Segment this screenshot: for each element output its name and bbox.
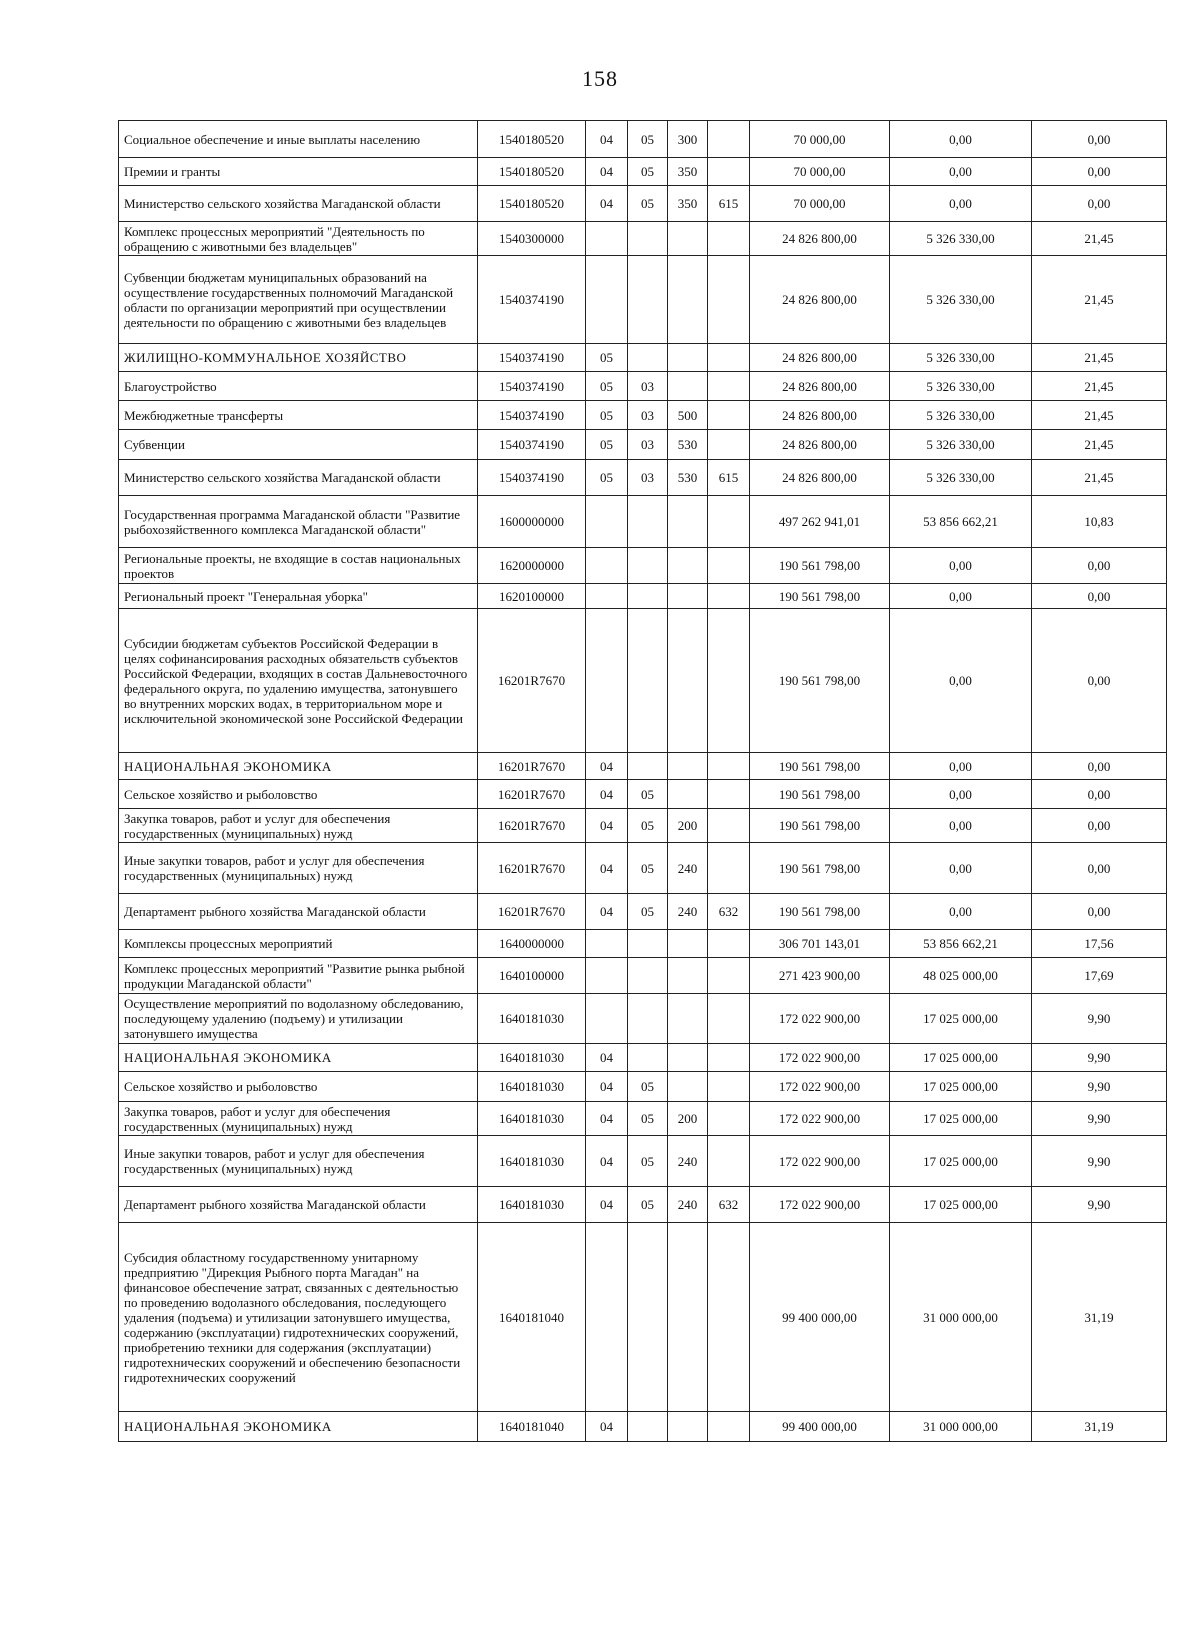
- row-target-code: 16201R7670: [478, 780, 586, 809]
- row-section: [586, 958, 628, 994]
- row-approved-amount: 190 561 798,00: [750, 843, 890, 894]
- row-section: 05: [586, 344, 628, 372]
- row-target-code: 1640181030: [478, 1072, 586, 1102]
- table-row: [119, 584, 1167, 609]
- row-expense-type: 240: [668, 1187, 708, 1223]
- row-expense-type: [668, 496, 708, 548]
- row-execution-percent: 9,90: [1032, 1102, 1167, 1136]
- row-administrator: [708, 430, 750, 460]
- row-approved-amount: 172 022 900,00: [750, 1136, 890, 1187]
- row-approved-amount: 172 022 900,00: [750, 1072, 890, 1102]
- row-subsection: 05: [628, 1187, 668, 1223]
- row-expense-type: [668, 609, 708, 753]
- row-expense-type: 240: [668, 843, 708, 894]
- row-section: 04: [586, 1136, 628, 1187]
- row-expense-type: 240: [668, 894, 708, 930]
- row-name: Региональные проекты, не входящие в состав национальных проектов: [119, 548, 478, 584]
- row-subsection: [628, 753, 668, 780]
- row-section: 04: [586, 843, 628, 894]
- table-row: [119, 1412, 1167, 1442]
- row-approved-amount: 24 826 800,00: [750, 430, 890, 460]
- row-expense-type: 240: [668, 1136, 708, 1187]
- row-target-code: 1540374190: [478, 460, 586, 496]
- row-execution-percent: 0,00: [1032, 548, 1167, 584]
- row-executed-amount: 0,00: [890, 843, 1032, 894]
- table-row: [119, 222, 1167, 256]
- row-subsection: [628, 994, 668, 1044]
- row-target-code: 1540374190: [478, 256, 586, 344]
- row-approved-amount: 24 826 800,00: [750, 222, 890, 256]
- row-approved-amount: 497 262 941,01: [750, 496, 890, 548]
- row-executed-amount: 53 856 662,21: [890, 496, 1032, 548]
- row-execution-percent: 0,00: [1032, 753, 1167, 780]
- row-subsection: [628, 584, 668, 609]
- row-target-code: 1640181030: [478, 1044, 586, 1072]
- row-target-code: 1640100000: [478, 958, 586, 994]
- row-target-code: 16201R7670: [478, 894, 586, 930]
- row-administrator: [708, 843, 750, 894]
- row-execution-percent: 31,19: [1032, 1223, 1167, 1412]
- row-expense-type: 530: [668, 460, 708, 496]
- row-executed-amount: 31 000 000,00: [890, 1412, 1032, 1442]
- page-number: 158: [582, 66, 618, 91]
- row-section: 04: [586, 894, 628, 930]
- row-section: [586, 222, 628, 256]
- row-expense-type: [668, 1223, 708, 1412]
- row-executed-amount: 0,00: [890, 121, 1032, 158]
- row-executed-amount: 17 025 000,00: [890, 994, 1032, 1044]
- row-subsection: 03: [628, 430, 668, 460]
- row-name: Иные закупки товаров, работ и услуг для обеспечения государственных (муниципальных) нужд: [119, 843, 478, 894]
- row-administrator: [708, 780, 750, 809]
- row-administrator: [708, 372, 750, 401]
- row-target-code: 1640181030: [478, 1102, 586, 1136]
- row-subsection: [628, 1412, 668, 1442]
- row-approved-amount: 306 701 143,01: [750, 930, 890, 958]
- row-executed-amount: 5 326 330,00: [890, 256, 1032, 344]
- row-subsection: 03: [628, 401, 668, 430]
- row-approved-amount: 99 400 000,00: [750, 1412, 890, 1442]
- row-subsection: [628, 222, 668, 256]
- row-target-code: 1540180520: [478, 186, 586, 222]
- table-row: [119, 843, 1167, 894]
- row-subsection: 05: [628, 843, 668, 894]
- row-subsection: [628, 609, 668, 753]
- row-section: 05: [586, 460, 628, 496]
- table-row: [119, 401, 1167, 430]
- row-subsection: [628, 496, 668, 548]
- row-execution-percent: 31,19: [1032, 1412, 1167, 1442]
- row-administrator: 615: [708, 460, 750, 496]
- row-name: Закупка товаров, работ и услуг для обеспечения государственных (муниципальных) нужд: [119, 1102, 478, 1136]
- row-execution-percent: 21,45: [1032, 372, 1167, 401]
- row-execution-percent: 10,83: [1032, 496, 1167, 548]
- row-subsection: 05: [628, 186, 668, 222]
- row-approved-amount: 24 826 800,00: [750, 460, 890, 496]
- row-executed-amount: 0,00: [890, 609, 1032, 753]
- row-administrator: [708, 994, 750, 1044]
- table-row: [119, 958, 1167, 994]
- row-subsection: 03: [628, 460, 668, 496]
- row-expense-type: [668, 1412, 708, 1442]
- row-administrator: [708, 548, 750, 584]
- row-administrator: [708, 958, 750, 994]
- row-name: Комплекс процессных мероприятий "Деятельность по обращению с животными без владельцев": [119, 222, 478, 256]
- row-name: Департамент рыбного хозяйства Магаданской области: [119, 1187, 478, 1223]
- table-row: [119, 753, 1167, 780]
- row-executed-amount: 5 326 330,00: [890, 372, 1032, 401]
- row-approved-amount: 190 561 798,00: [750, 894, 890, 930]
- row-name: Субсидии бюджетам субъектов Российской Федерации в целях софинансирования расходных обязательств субъектов Российской Федерации, входящих в состав Дальневосточного федерального округа, по удалению имущества, затонувшего во внутренних морских водах, в территориальном море и исключительной экономической зоне Российской Федерации: [119, 609, 478, 753]
- row-approved-amount: 172 022 900,00: [750, 1187, 890, 1223]
- row-subsection: 05: [628, 1136, 668, 1187]
- table-row: [119, 460, 1167, 496]
- row-subsection: [628, 256, 668, 344]
- row-name: Департамент рыбного хозяйства Магаданской области: [119, 894, 478, 930]
- row-expense-type: [668, 1044, 708, 1072]
- row-approved-amount: 190 561 798,00: [750, 780, 890, 809]
- table-row: [119, 256, 1167, 344]
- row-executed-amount: 5 326 330,00: [890, 401, 1032, 430]
- row-administrator: [708, 496, 750, 548]
- row-name: Сельское хозяйство и рыболовство: [119, 780, 478, 809]
- row-administrator: [708, 1136, 750, 1187]
- row-section: 04: [586, 1102, 628, 1136]
- row-section: 04: [586, 158, 628, 186]
- row-approved-amount: 24 826 800,00: [750, 256, 890, 344]
- row-executed-amount: 0,00: [890, 894, 1032, 930]
- row-administrator: [708, 158, 750, 186]
- table-row: [119, 430, 1167, 460]
- row-expense-type: [668, 930, 708, 958]
- row-expense-type: 500: [668, 401, 708, 430]
- row-administrator: [708, 809, 750, 843]
- row-administrator: [708, 121, 750, 158]
- row-section: 04: [586, 121, 628, 158]
- row-expense-type: [668, 584, 708, 609]
- row-name: Сельское хозяйство и рыболовство: [119, 1072, 478, 1102]
- row-expense-type: [668, 780, 708, 809]
- row-execution-percent: 9,90: [1032, 1072, 1167, 1102]
- row-target-code: 1620000000: [478, 548, 586, 584]
- row-name: Министерство сельского хозяйства Магаданской области: [119, 186, 478, 222]
- row-section: 05: [586, 430, 628, 460]
- budget-table: [118, 120, 1167, 1442]
- row-target-code: 1620100000: [478, 584, 586, 609]
- row-name: НАЦИОНАЛЬНАЯ ЭКОНОМИКА: [119, 1044, 478, 1072]
- row-approved-amount: 172 022 900,00: [750, 1044, 890, 1072]
- row-administrator: [708, 609, 750, 753]
- row-administrator: [708, 256, 750, 344]
- row-approved-amount: 190 561 798,00: [750, 753, 890, 780]
- row-administrator: 632: [708, 1187, 750, 1223]
- row-subsection: 05: [628, 158, 668, 186]
- row-approved-amount: 172 022 900,00: [750, 994, 890, 1044]
- row-expense-type: [668, 548, 708, 584]
- row-executed-amount: 31 000 000,00: [890, 1223, 1032, 1412]
- row-subsection: 05: [628, 780, 668, 809]
- row-section: [586, 548, 628, 584]
- row-administrator: [708, 1412, 750, 1442]
- row-expense-type: 350: [668, 186, 708, 222]
- row-target-code: 16201R7670: [478, 809, 586, 843]
- table-row: [119, 930, 1167, 958]
- row-subsection: 05: [628, 121, 668, 158]
- row-executed-amount: 0,00: [890, 158, 1032, 186]
- row-name: Субвенции бюджетам муниципальных образований на осуществление государственных полномочий Магаданской области по организации мероприятий при осуществлении деятельности по обращению с животными без владельцев: [119, 256, 478, 344]
- row-target-code: 1640181030: [478, 1136, 586, 1187]
- row-execution-percent: 21,45: [1032, 256, 1167, 344]
- row-executed-amount: 5 326 330,00: [890, 460, 1032, 496]
- row-administrator: [708, 1223, 750, 1412]
- row-name: ЖИЛИЩНО-КОММУНАЛЬНОЕ ХОЗЯЙСТВО: [119, 344, 478, 372]
- table-row: [119, 780, 1167, 809]
- row-execution-percent: 9,90: [1032, 994, 1167, 1044]
- row-approved-amount: 70 000,00: [750, 121, 890, 158]
- row-target-code: 1540180520: [478, 121, 586, 158]
- table-row: [119, 121, 1167, 158]
- row-subsection: [628, 344, 668, 372]
- table-row: [119, 894, 1167, 930]
- row-name: Социальное обеспечение и иные выплаты населению: [119, 121, 478, 158]
- table-row: [119, 158, 1167, 186]
- row-approved-amount: 70 000,00: [750, 186, 890, 222]
- table-row: [119, 496, 1167, 548]
- row-target-code: 1540300000: [478, 222, 586, 256]
- row-approved-amount: 190 561 798,00: [750, 609, 890, 753]
- row-executed-amount: 5 326 330,00: [890, 344, 1032, 372]
- row-execution-percent: 0,00: [1032, 609, 1167, 753]
- row-target-code: 1640181040: [478, 1223, 586, 1412]
- row-execution-percent: 21,45: [1032, 344, 1167, 372]
- row-administrator: 632: [708, 894, 750, 930]
- row-administrator: [708, 1072, 750, 1102]
- row-section: [586, 609, 628, 753]
- row-name: Региональный проект "Генеральная уборка": [119, 584, 478, 609]
- row-name: Субсидия областному государственному унитарному предприятию "Дирекция Рыбного порта Магадан" на финансовое обеспечение затрат, связанных с деятельностью по проведению водолазного обследования, последующего удаления (подъема) и утилизации затонувшего имущества, содержанию (эксплуатации) гидротехнических сооружений, приобретению техники для содержания (эксплуатации) гидротехнических сооружений и обеспечению безопасности гидротехнических сооружений: [119, 1223, 478, 1412]
- row-target-code: 16201R7670: [478, 609, 586, 753]
- row-subsection: 05: [628, 809, 668, 843]
- row-executed-amount: 0,00: [890, 548, 1032, 584]
- row-execution-percent: 21,45: [1032, 222, 1167, 256]
- row-administrator: 615: [708, 186, 750, 222]
- row-administrator: [708, 401, 750, 430]
- row-expense-type: [668, 753, 708, 780]
- row-target-code: 1640181040: [478, 1412, 586, 1442]
- row-administrator: [708, 344, 750, 372]
- table-row: [119, 344, 1167, 372]
- row-name: Благоустройство: [119, 372, 478, 401]
- row-section: 04: [586, 1044, 628, 1072]
- row-administrator: [708, 1102, 750, 1136]
- table-row: [119, 548, 1167, 584]
- row-executed-amount: 17 025 000,00: [890, 1187, 1032, 1223]
- row-section: [586, 584, 628, 609]
- row-administrator: [708, 753, 750, 780]
- row-approved-amount: 190 561 798,00: [750, 809, 890, 843]
- row-section: 04: [586, 186, 628, 222]
- row-executed-amount: 0,00: [890, 584, 1032, 609]
- row-name: Закупка товаров, работ и услуг для обеспечения государственных (муниципальных) нужд: [119, 809, 478, 843]
- row-execution-percent: 0,00: [1032, 186, 1167, 222]
- table-row: [119, 372, 1167, 401]
- table-row: [119, 1187, 1167, 1223]
- row-approved-amount: 172 022 900,00: [750, 1102, 890, 1136]
- row-target-code: 16201R7670: [478, 753, 586, 780]
- row-approved-amount: 70 000,00: [750, 158, 890, 186]
- row-expense-type: [668, 372, 708, 401]
- row-executed-amount: 5 326 330,00: [890, 222, 1032, 256]
- row-section: [586, 496, 628, 548]
- row-executed-amount: 48 025 000,00: [890, 958, 1032, 994]
- row-execution-percent: 21,45: [1032, 430, 1167, 460]
- row-execution-percent: 0,00: [1032, 809, 1167, 843]
- row-name: Государственная программа Магаданской области "Развитие рыбохозяйственного комплекса Магаданской области": [119, 496, 478, 548]
- row-execution-percent: 0,00: [1032, 121, 1167, 158]
- row-expense-type: [668, 344, 708, 372]
- row-target-code: 1640181030: [478, 994, 586, 1044]
- row-approved-amount: 190 561 798,00: [750, 584, 890, 609]
- row-section: [586, 994, 628, 1044]
- row-name: Межбюджетные трансферты: [119, 401, 478, 430]
- row-expense-type: 200: [668, 1102, 708, 1136]
- row-target-code: 1540374190: [478, 401, 586, 430]
- row-executed-amount: 17 025 000,00: [890, 1102, 1032, 1136]
- row-subsection: 05: [628, 1072, 668, 1102]
- row-expense-type: [668, 222, 708, 256]
- row-expense-type: [668, 958, 708, 994]
- row-executed-amount: 0,00: [890, 186, 1032, 222]
- row-section: 04: [586, 780, 628, 809]
- row-section: [586, 1223, 628, 1412]
- row-subsection: [628, 1044, 668, 1072]
- table-row: [119, 1072, 1167, 1102]
- row-target-code: 1540374190: [478, 344, 586, 372]
- row-administrator: [708, 222, 750, 256]
- row-execution-percent: 0,00: [1032, 780, 1167, 809]
- row-name: Министерство сельского хозяйства Магаданской области: [119, 460, 478, 496]
- row-name: Осуществление мероприятий по водолазному обследованию, последующему удалению (подъему) и утилизации затонувшего имущества: [119, 994, 478, 1044]
- table-row: [119, 1044, 1167, 1072]
- row-expense-type: [668, 994, 708, 1044]
- row-executed-amount: 17 025 000,00: [890, 1072, 1032, 1102]
- row-section: [586, 256, 628, 344]
- row-executed-amount: 0,00: [890, 780, 1032, 809]
- row-subsection: 05: [628, 894, 668, 930]
- row-expense-type: [668, 256, 708, 344]
- table-row: [119, 1102, 1167, 1136]
- row-approved-amount: 24 826 800,00: [750, 372, 890, 401]
- row-execution-percent: 21,45: [1032, 460, 1167, 496]
- row-expense-type: 300: [668, 121, 708, 158]
- table-row: [119, 186, 1167, 222]
- table-row: [119, 994, 1167, 1044]
- row-target-code: 1540180520: [478, 158, 586, 186]
- row-section: 05: [586, 401, 628, 430]
- row-name: Иные закупки товаров, работ и услуг для обеспечения государственных (муниципальных) нужд: [119, 1136, 478, 1187]
- row-executed-amount: 5 326 330,00: [890, 430, 1032, 460]
- row-executed-amount: 17 025 000,00: [890, 1044, 1032, 1072]
- row-target-code: 1540374190: [478, 430, 586, 460]
- row-administrator: [708, 930, 750, 958]
- row-name: Премии и гранты: [119, 158, 478, 186]
- row-approved-amount: 99 400 000,00: [750, 1223, 890, 1412]
- row-name: Субвенции: [119, 430, 478, 460]
- table-row: [119, 1223, 1167, 1412]
- row-execution-percent: 0,00: [1032, 843, 1167, 894]
- row-name: Комплексы процессных мероприятий: [119, 930, 478, 958]
- row-approved-amount: 24 826 800,00: [750, 344, 890, 372]
- row-execution-percent: 9,90: [1032, 1187, 1167, 1223]
- table-row: [119, 1136, 1167, 1187]
- row-name: НАЦИОНАЛЬНАЯ ЭКОНОМИКА: [119, 1412, 478, 1442]
- row-execution-percent: 0,00: [1032, 894, 1167, 930]
- row-execution-percent: 0,00: [1032, 158, 1167, 186]
- row-expense-type: 530: [668, 430, 708, 460]
- row-administrator: [708, 584, 750, 609]
- row-section: 04: [586, 1412, 628, 1442]
- row-target-code: 1600000000: [478, 496, 586, 548]
- table-row: [119, 809, 1167, 843]
- row-executed-amount: 17 025 000,00: [890, 1136, 1032, 1187]
- row-target-code: 1640181030: [478, 1187, 586, 1223]
- row-executed-amount: 0,00: [890, 809, 1032, 843]
- row-subsection: 05: [628, 1102, 668, 1136]
- row-execution-percent: 9,90: [1032, 1136, 1167, 1187]
- row-subsection: [628, 548, 668, 584]
- row-approved-amount: 24 826 800,00: [750, 401, 890, 430]
- row-expense-type: 200: [668, 809, 708, 843]
- row-name: НАЦИОНАЛЬНАЯ ЭКОНОМИКА: [119, 753, 478, 780]
- row-target-code: 1640000000: [478, 930, 586, 958]
- row-approved-amount: 271 423 900,00: [750, 958, 890, 994]
- row-section: 04: [586, 753, 628, 780]
- row-execution-percent: 9,90: [1032, 1044, 1167, 1072]
- row-approved-amount: 190 561 798,00: [750, 548, 890, 584]
- row-execution-percent: 17,56: [1032, 930, 1167, 958]
- row-subsection: 03: [628, 372, 668, 401]
- row-administrator: [708, 1044, 750, 1072]
- row-expense-type: 350: [668, 158, 708, 186]
- row-execution-percent: 0,00: [1032, 584, 1167, 609]
- row-section: [586, 930, 628, 958]
- row-expense-type: [668, 1072, 708, 1102]
- row-section: 05: [586, 372, 628, 401]
- row-executed-amount: 0,00: [890, 753, 1032, 780]
- row-section: 04: [586, 1072, 628, 1102]
- row-section: 04: [586, 809, 628, 843]
- row-target-code: 1540374190: [478, 372, 586, 401]
- row-subsection: [628, 1223, 668, 1412]
- row-name: Комплекс процессных мероприятий "Развитие рынка рыбной продукции Магаданской области": [119, 958, 478, 994]
- row-subsection: [628, 958, 668, 994]
- row-execution-percent: 21,45: [1032, 401, 1167, 430]
- row-target-code: 16201R7670: [478, 843, 586, 894]
- row-section: 04: [586, 1187, 628, 1223]
- row-executed-amount: 53 856 662,21: [890, 930, 1032, 958]
- row-subsection: [628, 930, 668, 958]
- table-row: [119, 609, 1167, 753]
- row-execution-percent: 17,69: [1032, 958, 1167, 994]
